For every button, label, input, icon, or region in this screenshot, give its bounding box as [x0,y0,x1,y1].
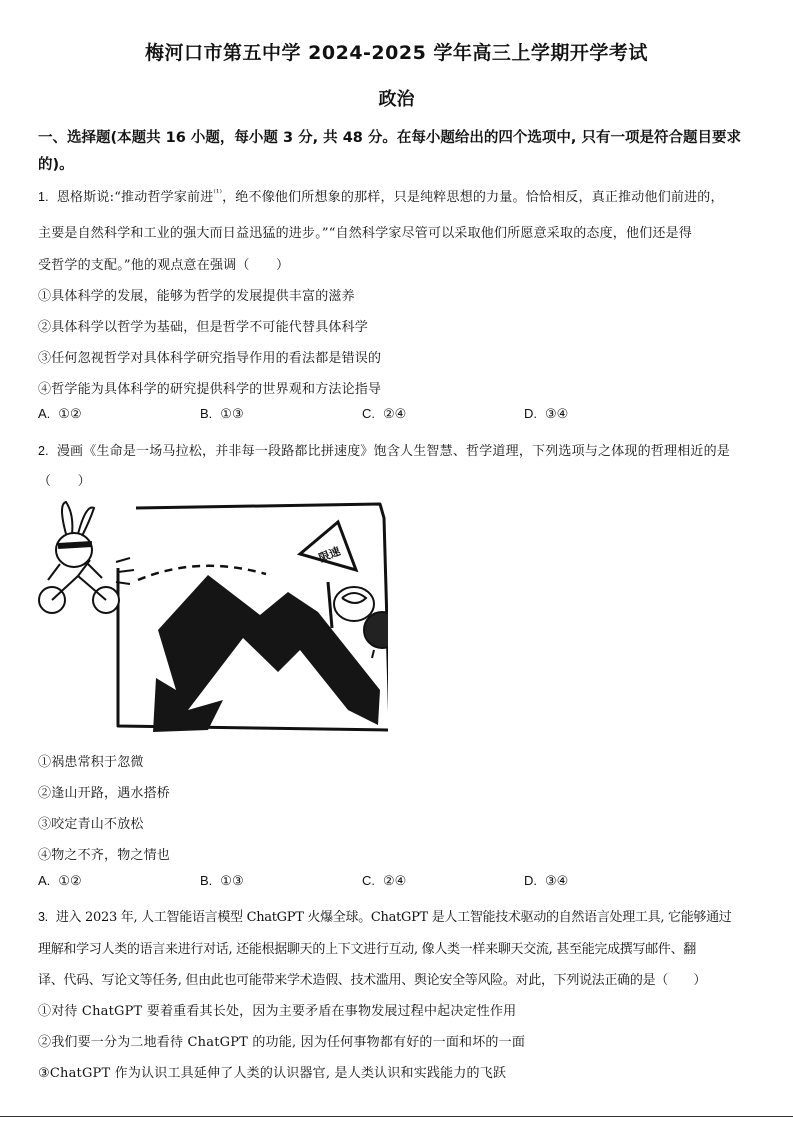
q1-line2: 主要是自然科学和工业的强大而日益迅猛的进步。”“自然科学家尽管可以采取他们所愿意采取的态度，他们还是得 [38,226,692,241]
q3-line2: 理解和学习人类的语言来进行对话, 还能根据聊天的上下文进行互动, 像人类一样来聊天交流, 甚至能完成撰写邮件、翻 [38,942,696,957]
q1-option-c[interactable] [362,406,406,422]
q1-option-d[interactable] [524,406,568,422]
sign-text: 限速 [317,544,343,565]
marathon-cartoon-image [38,500,388,740]
q2-text: 漫画《生命是一场马拉松，并非每一段路都比拼速度》饱含人生智慧、哲学道理，下列选项与之体现的哲理相近的是 [56,444,731,459]
q1-footnote-marker: ⁽¹⁾ [213,188,223,199]
q2-line2: （ ） [38,474,91,489]
q3-number: 3. [38,910,48,924]
q1-statement-3: ③任何忽视哲学对具体科学研究指导作用的看法都是错误的 [38,351,382,366]
option-letter: A. [38,406,51,421]
option-text: ③④ [545,407,569,422]
q2-statement-3: ③咬定青山不放松 [38,817,144,832]
q1-text-b: ，绝不像他们所想象的那样，只是纯粹思想的力量。恰恰相反，真正推动他们前进的， [222,190,724,205]
option-text: ①② [58,407,82,422]
page-bottom-rule [0,1116,793,1117]
q1-number: 1. [38,190,49,204]
exam-title: 梅河口市第五中学 2024-2025 学年高三上学期开学考试 [145,42,648,64]
section-heading: 一、选择题(本题共 16 小题，每小题 3 分, 共 48 分。在每小题给出的四个选项中, 只有一项是符合题目要求的)。 [38,130,741,173]
option-letter: A. [38,873,51,888]
q2-option-d[interactable] [524,873,568,889]
option-letter: D. [524,873,537,888]
option-text: ②④ [383,407,407,422]
q1-text-a: 恩格斯说:“推动哲学家前进 [56,190,214,205]
subject-title: 政治 [378,89,415,110]
q1-line1 [38,186,724,205]
option-letter: D. [524,406,537,421]
q1-statement-1: ①具体科学的发展，能够为哲学的发展提供丰富的滋养 [38,289,355,304]
rabbit-cyclist-icon [39,502,134,613]
q2-statement-1: ①祸患常积于忽微 [38,755,144,770]
option-text: ①③ [220,874,244,889]
option-text: ①② [58,874,82,889]
option-letter: C. [362,406,375,421]
q1-statement-4: ④哲学能为具体科学的研究提供科学的世界观和方法论指导 [38,382,382,397]
q1-statement-2: ②具体科学以哲学为基础，但是哲学不可能代替具体科学 [38,320,369,335]
q1-line3: 受哲学的支配。”他的观点意在强调（ ） [38,258,290,273]
option-letter: B. [200,873,213,888]
q2-line1 [38,440,730,459]
option-text: ③④ [545,874,569,889]
q2-option-b[interactable] [200,873,244,889]
option-text: ①③ [220,407,244,422]
q3-text: 进入 2023 年, 人工智能语言模型 ChatGPT 火爆全球。ChatGPT 是人工智能技术驱动的自然语言处理工具, 它能够通过 [55,910,732,925]
q3-line1 [38,906,732,925]
option-text: ②④ [383,874,407,889]
q3-statement-2: ②我们要一分为二地看待 ChatGPT 的功能, 因为任何事物都有好的一面和坏的一面 [38,1035,526,1050]
option-letter: B. [200,406,213,421]
q3-line3: 译、代码、写论文等任务, 但由此也可能带来学术造假、技术滥用、舆论安全等风险。对此，下列说法正确的是（ ） [38,973,707,988]
q1-option-a[interactable] [38,406,82,422]
q2-number: 2. [38,444,49,458]
q2-option-c[interactable] [362,873,406,889]
q2-statement-2: ②逢山开路，遇水搭桥 [38,786,171,801]
q3-statement-3: ③ChatGPT 作为认识工具延伸了人类的认识器官, 是人类认识和实践能力的飞跃 [38,1066,507,1081]
q2-option-a[interactable] [38,873,82,889]
q1-option-b[interactable] [200,406,244,422]
q3-statement-1: ①对待 ChatGPT 要着重看其长处，因为主要矛盾在事物发展过程中起决定性作用 [38,1004,517,1019]
option-letter: C. [362,873,375,888]
q2-statement-4: ④物之不齐，物之情也 [38,848,171,863]
